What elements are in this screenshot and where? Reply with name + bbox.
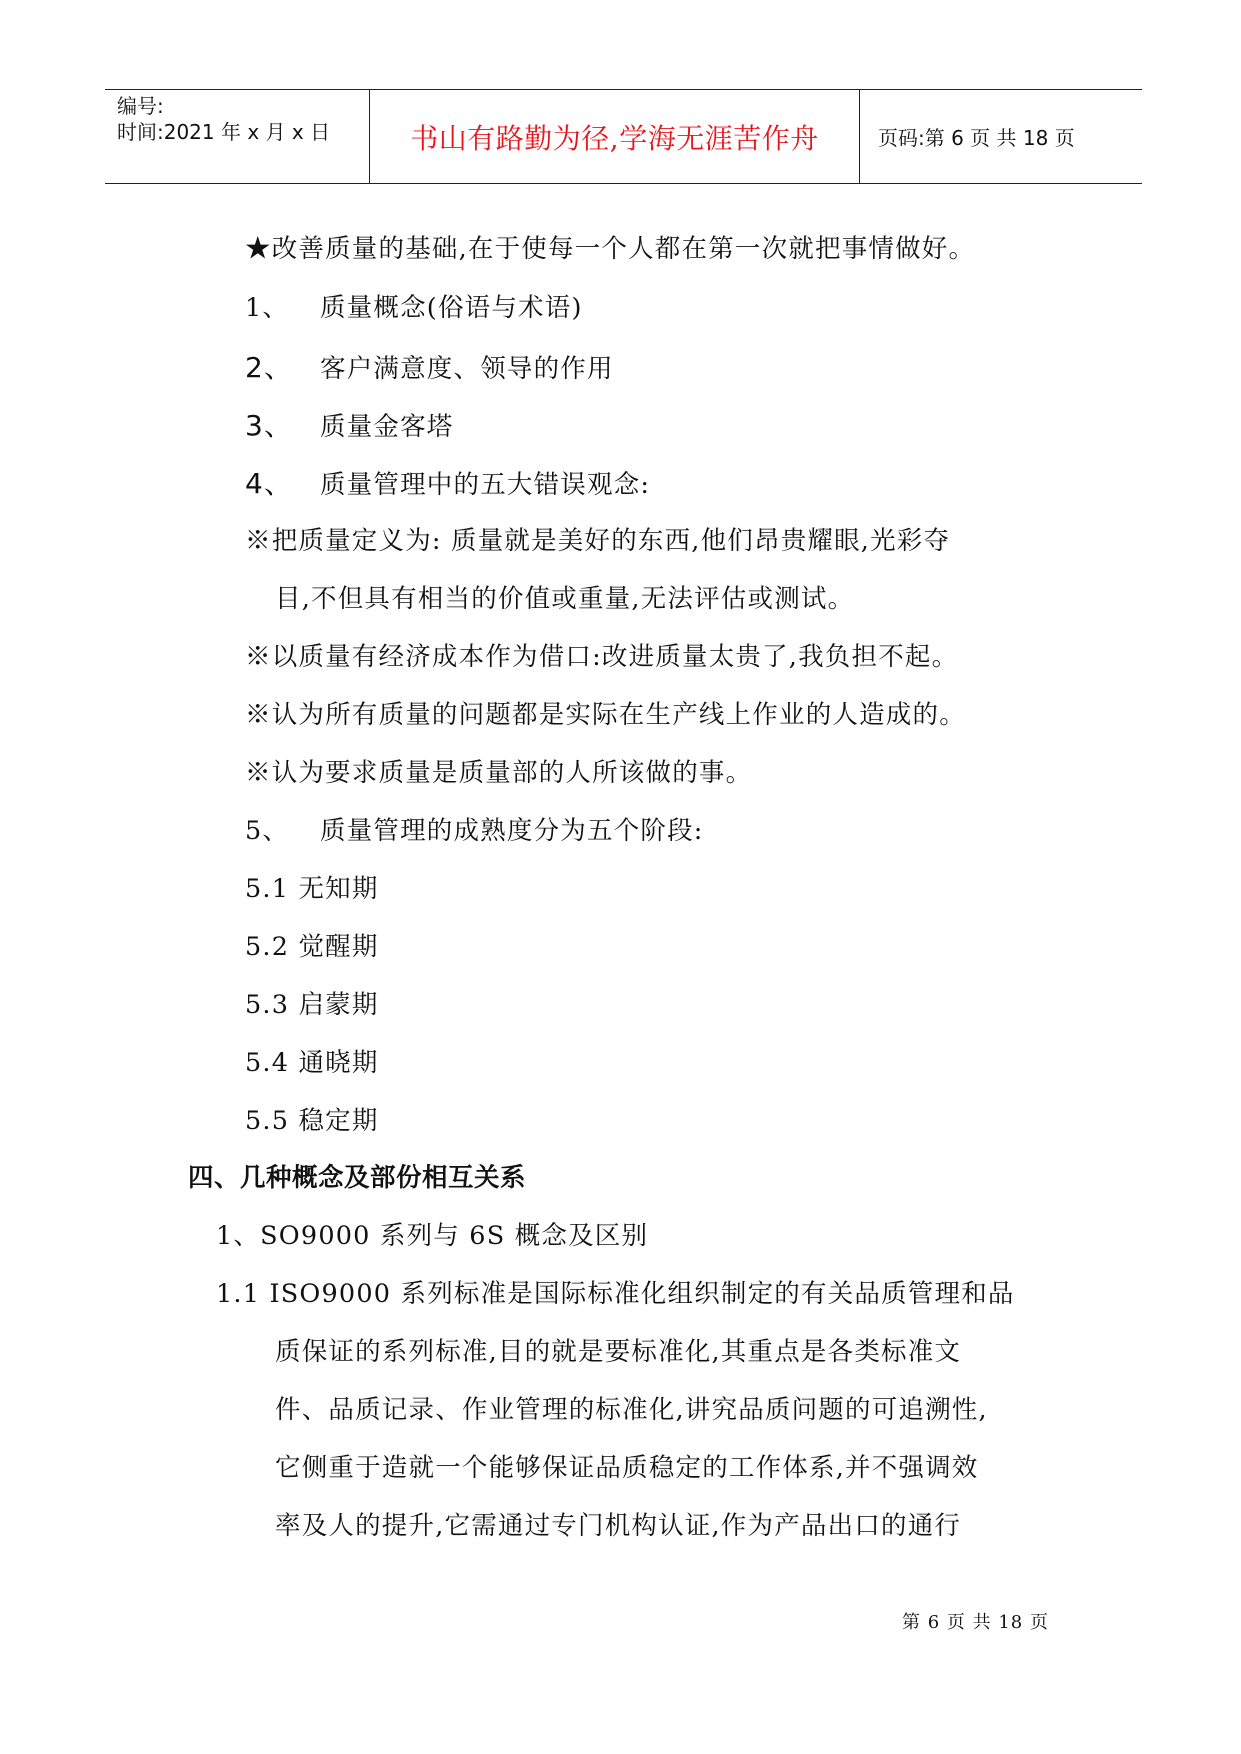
note-line: 目,不但具有相当的价值或重量,无法评估或测试。 bbox=[275, 584, 855, 614]
paragraph-line: 质保证的系列标准,目的就是要标准化,其重点是各类标准文 bbox=[275, 1337, 962, 1367]
note-line: ※认为要求质量是质量部的人所该做的事。 bbox=[245, 758, 753, 788]
list-item-number: 4、 bbox=[245, 467, 294, 500]
list-item-1 bbox=[245, 288, 583, 324]
list-item-4 bbox=[245, 462, 650, 502]
stage-item: 5.2 觉醒期 bbox=[245, 932, 379, 962]
paragraph-line: 件、品质记录、作业管理的标准化,讲究品质问题的可追溯性, bbox=[275, 1395, 988, 1425]
paragraph-line: 率及人的提升,它需通过专门机构认证,作为产品出口的通行 bbox=[275, 1511, 962, 1541]
header-motto: 书山有路勤为径,学海无涯苦作舟 bbox=[410, 121, 819, 155]
list-item-number: 5、 bbox=[245, 816, 290, 846]
header-motto-cell bbox=[370, 90, 860, 183]
page-header bbox=[105, 89, 1142, 184]
list-item-3 bbox=[245, 404, 454, 444]
paragraph-line: 1.1 ISO9000 系列标准是国际标准化组织制定的有关品质管理和品 bbox=[216, 1279, 1015, 1309]
note-line: ※把质量定义为: 质量就是美好的东西,他们昂贵耀眼,光彩夺 bbox=[245, 526, 951, 556]
list-item-number: 3、 bbox=[245, 409, 294, 442]
star-line: ★改善质量的基础,在于使每一个人都在第一次就把事情做好。 bbox=[245, 234, 976, 264]
stage-item: 5.3 启蒙期 bbox=[245, 990, 379, 1020]
section-heading: 四、几种概念及部份相互关系 bbox=[188, 1163, 527, 1193]
time-label: 时间:2021 年 x 月 x 日 bbox=[117, 120, 331, 144]
page-footer: 第 6 页 共 18 页 bbox=[902, 1612, 1049, 1633]
list-item-5 bbox=[245, 811, 704, 847]
list-item-number: 2、 bbox=[245, 351, 294, 384]
list-item-text: 客户满意度、领导的作用 bbox=[320, 354, 614, 384]
list-item-text: 质量管理的成熟度分为五个阶段: bbox=[320, 816, 704, 846]
list-item-text: 质量金客塔 bbox=[320, 412, 454, 442]
list-item-text: 质量概念(俗语与术语) bbox=[320, 293, 583, 323]
note-line: ※认为所有质量的问题都是实际在生产线上作业的人造成的。 bbox=[245, 700, 966, 730]
note-line: ※以质量有经济成本作为借口:改进质量太贵了,我负担不起。 bbox=[245, 642, 959, 672]
code-label: 编号: bbox=[117, 94, 164, 118]
header-page-info-cell bbox=[860, 90, 1142, 183]
stage-item: 5.5 稳定期 bbox=[245, 1106, 379, 1136]
list-item-text: 质量管理中的五大错误观念: bbox=[320, 470, 651, 500]
stage-item: 5.4 通晓期 bbox=[245, 1048, 379, 1078]
subsection-heading: 1、SO9000 系列与 6S 概念及区别 bbox=[216, 1221, 649, 1251]
list-item-number: 1、 bbox=[245, 293, 290, 323]
list-item-2 bbox=[245, 346, 614, 386]
header-page-info: 页码:第 6 页 共 18 页 bbox=[878, 126, 1075, 150]
stage-item: 5.1 无知期 bbox=[245, 874, 379, 904]
paragraph-line: 它侧重于造就一个能够保证品质稳定的工作体系,并不强调效 bbox=[275, 1453, 979, 1483]
header-meta bbox=[105, 90, 370, 183]
